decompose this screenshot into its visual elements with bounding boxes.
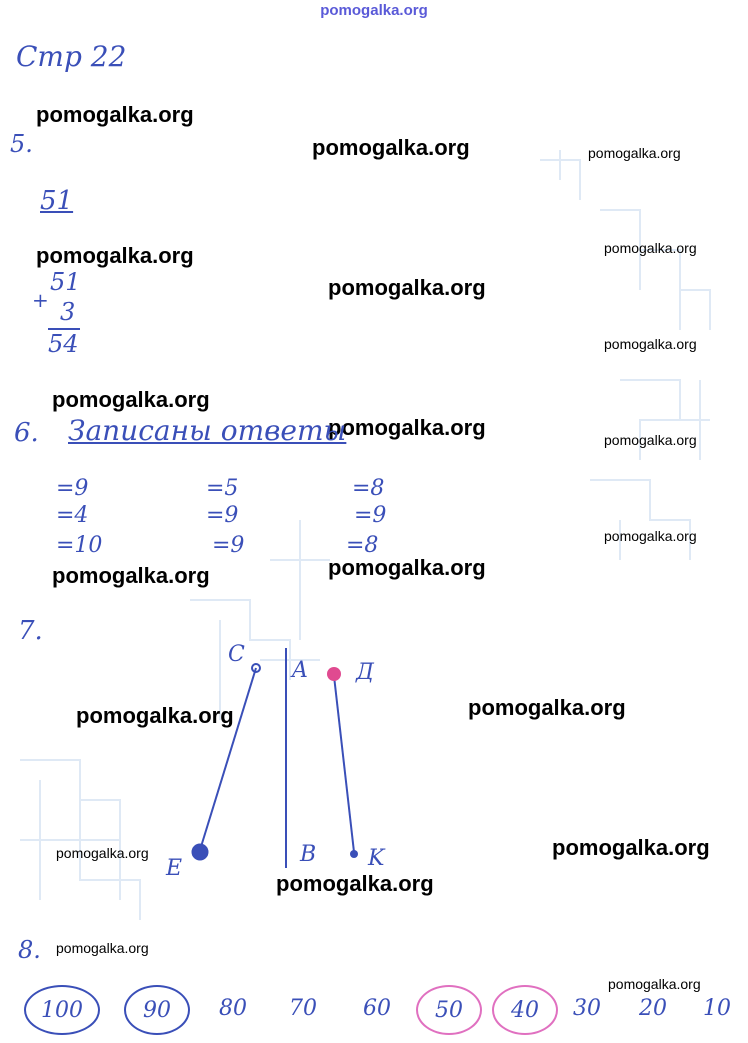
task6-col2-row3: =9 [212,533,245,558]
label-a: A [292,658,308,683]
sequence-item: 60 [363,995,391,1021]
sequence-item: 40 [492,985,558,1035]
point-d [327,667,341,681]
header-watermark: pomogalka.org [320,2,428,19]
point-k [350,850,358,858]
watermark: pomogalka.org [36,243,194,268]
watermark: pomogalka.org [36,102,194,127]
task5-number: 5. [10,130,33,158]
watermark: pomogalka.org [604,240,697,256]
watermark: pomogalka.org [552,835,710,860]
watermark: pomogalka.org [328,275,486,300]
task6-col1-row1: =9 [56,476,89,501]
watermark: pomogalka.org [588,145,681,161]
page-label: Стр 22 [16,40,127,73]
watermark: pomogalka.org [312,135,470,160]
sequence-item: 80 [219,995,247,1021]
sequence-item: 70 [289,995,317,1021]
task6-text: Записаны ответы [68,414,347,447]
segment-dk [334,676,354,852]
task6-col1-row2: =4 [56,503,89,528]
watermark: pomogalka.org [52,563,210,588]
watermark: pomogalka.org [56,845,149,861]
watermark: pomogalka.org [608,976,701,992]
watermark: pomogalka.org [56,940,149,956]
number-sequence [24,985,744,1035]
segment-ce [200,668,256,850]
label-c: C [228,642,245,667]
sequence-item: 10 [703,995,731,1021]
sequence-item: 100 [24,985,100,1035]
task5-sign: + [32,288,49,312]
sequence-item: 90 [124,985,190,1035]
label-d: Д [356,660,374,685]
task6-col2-row1: =5 [206,476,239,501]
label-e: E [166,856,183,881]
watermark: pomogalka.org [328,415,486,440]
task7-number: 7. [18,616,43,646]
watermark: pomogalka.org [604,528,697,544]
sequence-item: 50 [416,985,482,1035]
task6-col2-row2: =9 [206,503,239,528]
task5-operand-a: 51 [50,268,81,296]
task5-operand-b: 3 [60,298,76,326]
label-b: B [300,842,317,867]
task6-col3-row3: =8 [346,533,379,558]
watermark: pomogalka.org [468,695,626,720]
watermark: pomogalka.org [604,432,697,448]
point-e [192,844,208,860]
watermark: pomogalka.org [328,555,486,580]
label-k: K [368,846,385,871]
task5-result: 54 [48,330,79,358]
watermark: pomogalka.org [76,703,234,728]
task8-number: 8. [18,936,41,964]
task6-col1-row3: =10 [56,533,103,558]
task6-number: 6. [14,418,39,448]
watermark: pomogalka.org [604,336,697,352]
sequence-item: 20 [639,995,667,1021]
task5-answer: 51 [40,186,74,216]
task6-col3-row1: =8 [352,476,385,501]
task6-col3-row2: =9 [354,503,387,528]
watermark: pomogalka.org [52,387,210,412]
watermark: pomogalka.org [276,871,434,896]
sequence-item: 30 [573,995,601,1021]
